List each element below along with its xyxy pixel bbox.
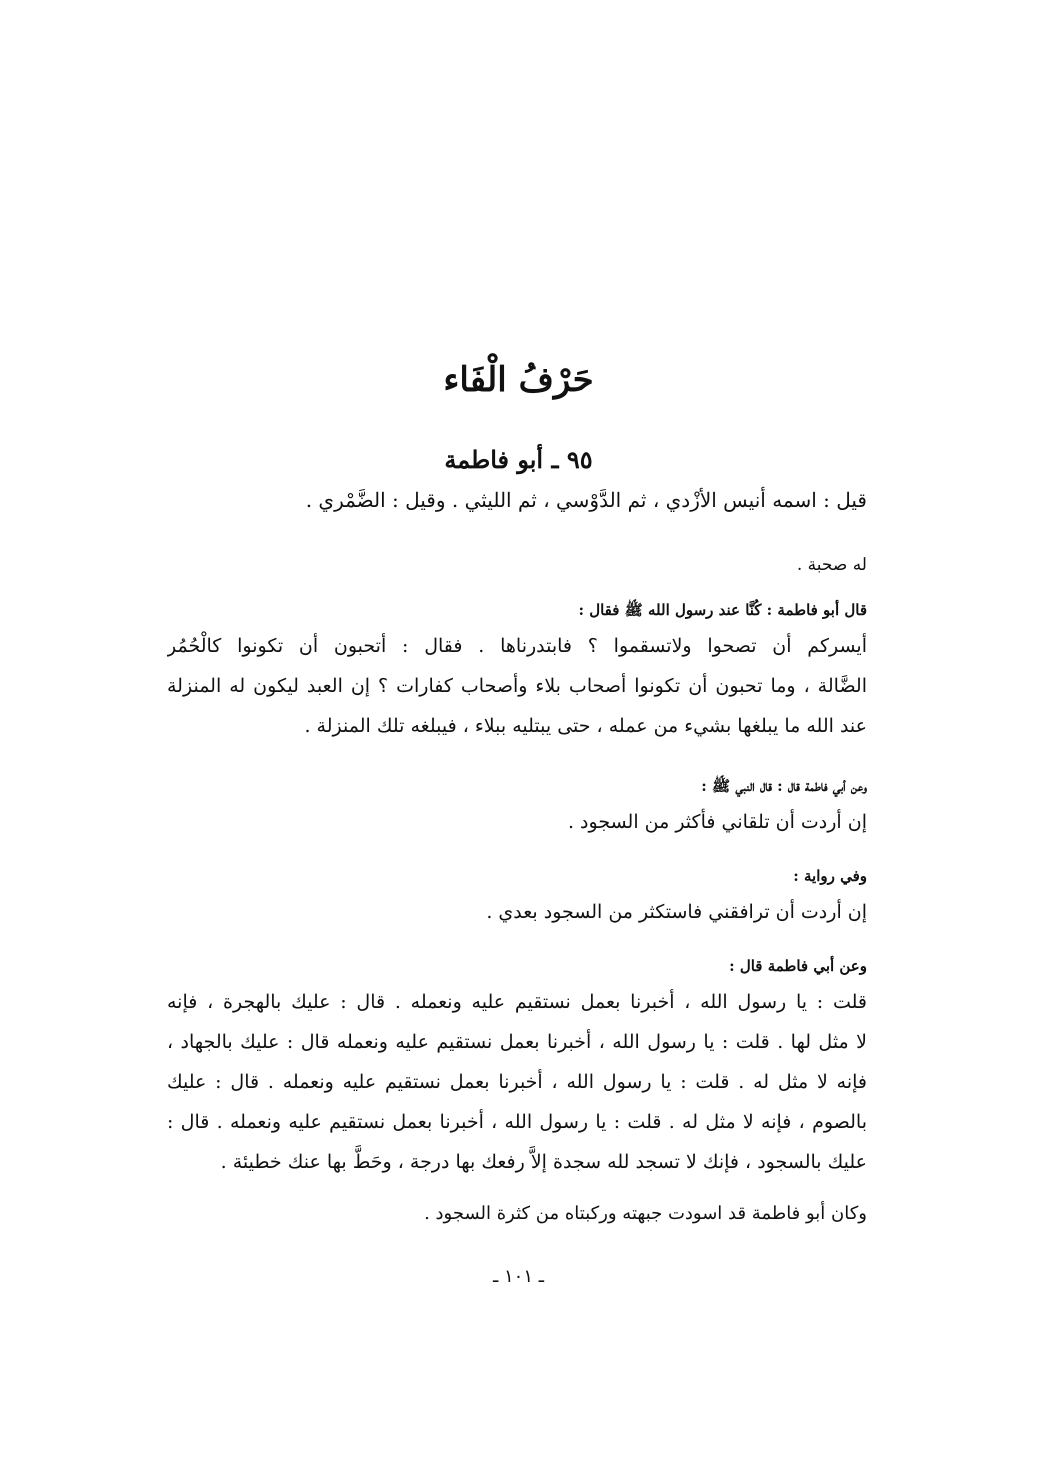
hadith-1-line: الضَّالة ، وما تحبون أن تكونوا أصحاب بلاء وأصحاب كفارات ؟ إن العبد ليكون له المنزلة <box>167 675 867 697</box>
hadith-1-intro: قال أبو فاطمة : كُنَّا عند رسول الله ﷺ فقال : <box>578 601 867 619</box>
hadith-3-body <box>167 892 867 932</box>
hadith-2-text: إن أردت أن تلقاني فأكثر من السجود . <box>567 811 867 833</box>
name-line-block <box>167 480 867 520</box>
hadith-1-line: عند الله ما يبلغها بشيء من عمله ، حتى يبتليه ببلاء ، فيبلغه تلك المنزلة . <box>304 715 867 737</box>
hadith-1 <box>167 596 867 624</box>
companionship-note: له صحبة . <box>796 555 867 575</box>
page-number: ـ ١٠١ ـ <box>492 1266 544 1287</box>
hadith-4-line: فإنه لا مثل له . قلت : يا رسول الله ، أخبرنا بعمل نستقيم عليه ونعمله . قال : عليك <box>167 1071 867 1093</box>
chapter-title: حَرْفُ الْفَاء <box>443 360 594 400</box>
hadith-2 <box>167 772 867 800</box>
hadith-4-body <box>167 982 867 1182</box>
hadith-3-intro: وفي رواية : <box>793 867 867 885</box>
hadith-1-line: أيسركم أن تصحوا ولاتسقموا ؟ فابتدرناها . فقال : أتحبون أن تكونوا كالْحُمُر <box>167 635 867 657</box>
hadith-4-line: بالصوم ، فإنه لا مثل له . قلت : يا رسول الله ، أخبرنا بعمل نستقيم عليه ونعمله . قال : <box>167 1111 867 1133</box>
hadith-4-intro: وعن أبي فاطمة قال : <box>729 957 867 975</box>
hadith-4 <box>167 952 867 980</box>
hadith-1-body <box>167 626 867 746</box>
entry-title: ٩٥ ـ أبو فاطمة <box>444 445 593 474</box>
name-line: قيل : اسمه أنيس الأزْدي ، ثم الدَّوْسي ، ثم الليثي . وقيل : الضَّمْري . <box>305 488 867 512</box>
hadith-4-line: قلت : يا رسول الله ، أخبرنا بعمل نستقيم عليه ونعمله . قال : عليك بالهجرة ، فإنه <box>167 991 867 1013</box>
hadith-3-text: إن أردت أن ترافقني فاستكثر من السجود بعدي . <box>486 901 867 923</box>
hadith-2-intro: وعن أبي فاطمة قال : قال النبي ﷺ : <box>701 777 867 795</box>
hadith-4-line: لا مثل لها . قلت : يا رسول الله ، أخبرنا بعمل نستقيم عليه ونعمله قال : عليك بالجهاد ، <box>167 1031 867 1053</box>
companionship-block <box>167 545 867 585</box>
hadith-3 <box>167 862 867 890</box>
hadith-4-line: عليك بالسجود ، فإنك لا تسجد لله سجدة إلاَّ رفعك بها درجة ، وحَطَّ بها عنك خطيئة . <box>220 1151 867 1173</box>
closing-line: وكان أبو فاطمة قد اسودت جبهته وركبتاه من كثرة السجود . <box>424 1203 867 1224</box>
hadith-2-body <box>167 802 867 842</box>
closing-block <box>167 1194 867 1234</box>
